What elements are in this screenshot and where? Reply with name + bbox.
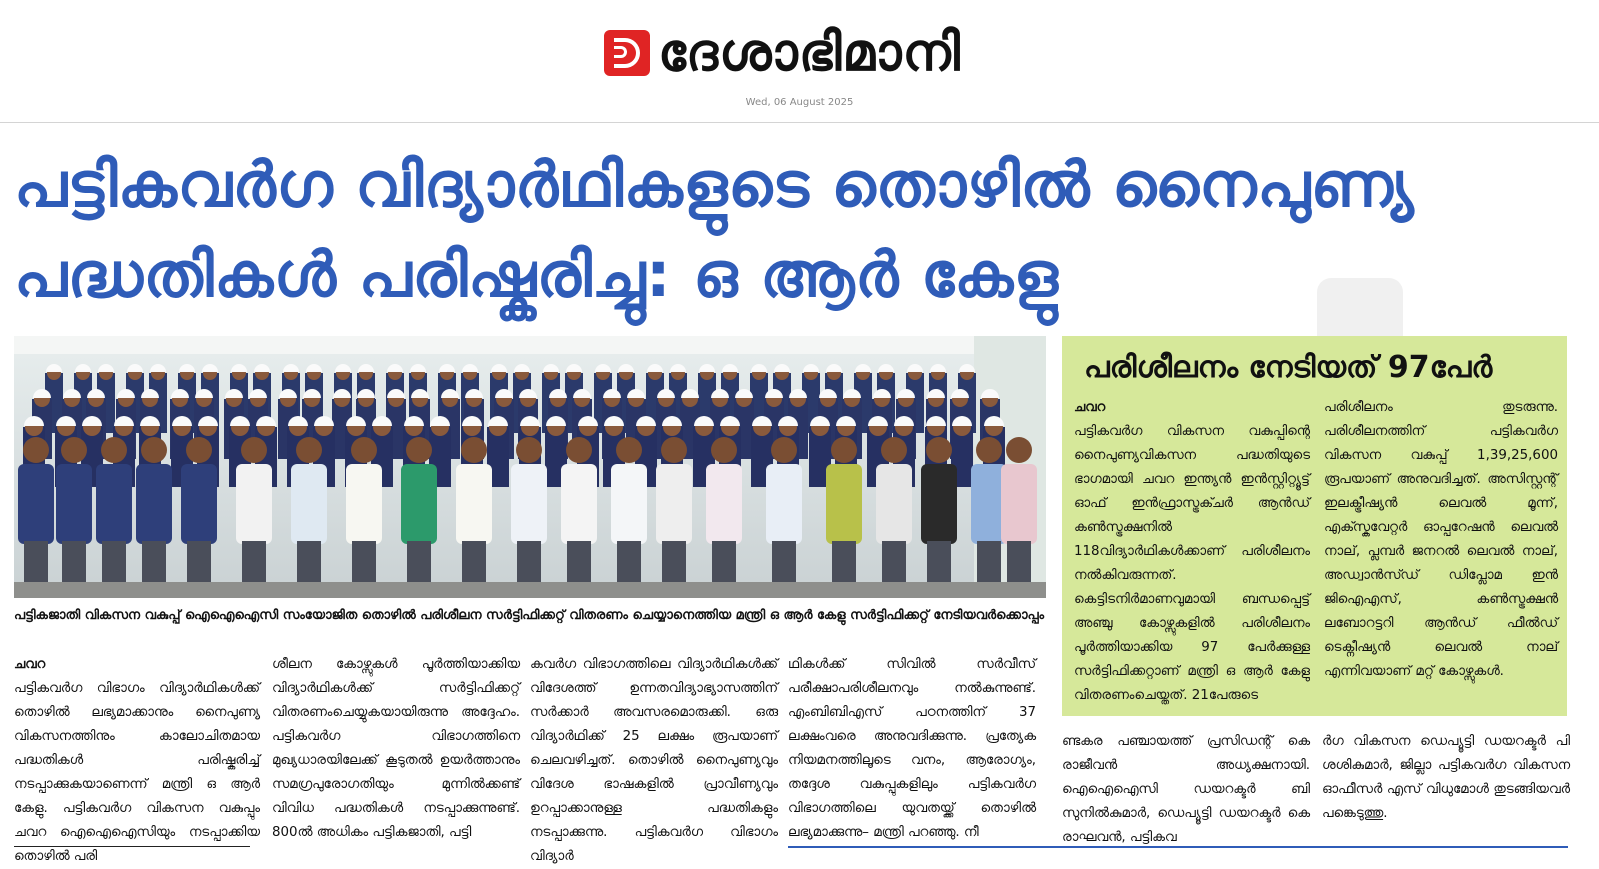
sidebar-column-2 <box>1324 396 1558 684</box>
article-photo <box>14 336 1046 598</box>
sidebar-text: പരിശീലനം തുടരുന്നു. പരിശീലനത്തിന് പട്ടികവർഗ വികസന വകുപ്പ് 1,39,25,600 രൂപയാണ് അനുവദിച്ചത്. അസിസ്റ്റന്റ് ഇലക്ട്രീഷ്യൻ ലെവൽ മൂന്ന്, എക്സ്കവേറ്റർ ഓപ്പറേഷൻ ലെവൽ നാല്, പ്ലമ്പർ ജനറൽ ലെവൽ നാല്, അഡ്വാൻസ്ഡ് ഡിപ്ലോമ ഇൻ ജിഐഎസ്, കൺസ്ട്രക്ഷൻ ലബോറട്ടറി ആൻഡ് ഫീൽഡ് ടെക്നീഷ്യൻ ലെവൽ നാല് എന്നിവയാണ് മറ്റ് കോഴ്സുകൾ. <box>1324 400 1558 679</box>
article-text: ർഗ വികസന ഡെപ്യൂട്ടി ഡയറക്ടർ പി ശശികുമാർ, ജില്ലാ പട്ടികവർഗ വികസന ഓഫീസർ എസ് വിധുമോൾ തുടങ്ങിയവർ പങ്കെടുത്തു. <box>1322 734 1570 821</box>
article-headline: പട്ടികവർഗ വിദ്യാർഥികളുടെ തൊഴിൽ നൈപുണ്യ പദ്ധതികൾ പരിഷ്കരിച്ചു: ഒ ആർ കേളു <box>14 148 1415 311</box>
article-dateline: ചവറ <box>14 657 46 672</box>
photo-caption: പട്ടികജാതി വികസന വകുപ്പ് ഐഐഐസി സംയോജിത തൊഴിൽ പരിശീലന സർട്ടിഫിക്കറ്റ് വിതരണം ചെയ്യാനെത്തിയ മന്ത്രി ഒ ആർ കേളു സർട്ടിഫിക്കറ്റ് നേടിയവർക്കൊപ്പം <box>14 608 1045 623</box>
article-text: ഥികൾക്ക് സിവിൽ സർവീസ് പരീക്ഷാപരിശീലനവും നൽകുന്നുണ്ട്. എംബിബിഎസ് പഠനത്തിന് 37 ലക്ഷംവരെ അനുവദിക്കുന്നു. പ്രത്യേക നിയമനത്തിലൂടെ വനം, ആരോഗ്യം, തദ്ദേശ വകുപ്പുകളിലും പട്ടികവർഗ വിഭാഗത്തിലെ യുവതയ്ക്ക് തൊഴിൽ ലഭ്യമാക്കുന്നു– മന്ത്രി പറഞ്ഞു. നീ <box>788 657 1036 840</box>
article-column-2 <box>272 653 520 845</box>
sidebar-dateline: ചവറ <box>1074 400 1106 415</box>
article-column-6 <box>1322 730 1570 826</box>
article-text: കവർഗ വിഭാഗത്തിലെ വിദ്യാർഥികൾക്ക് വിദേശത്ത് ഉന്നതവിദ്യാഭ്യാസത്തിന് സർക്കാർ അവസരമൊരുക്കി. ഒരു വിദ്യാർഥിക്ക് 25 ലക്ഷം രൂപയാണ് ചെലവഴിച്ചത്. തൊഴിൽ നൈപുണ്യവും വിദേശ ഭാഷകളിൽ പ്രാവീണ്യവും ഉറപ്പാക്കാനുള്ള പദ്ധതികളും നടപ്പാക്കുന്നു. പട്ടികവർഗ വിഭാഗം വിദ്യാർ <box>530 657 778 864</box>
sidebar-box <box>1062 336 1567 716</box>
article-column-3 <box>530 653 778 869</box>
article-column-5 <box>1062 730 1310 850</box>
masthead <box>0 0 1599 122</box>
site-logo[interactable] <box>604 22 961 84</box>
section-divider <box>788 846 1568 848</box>
column-divider <box>14 846 250 847</box>
logo-text: ദേശാഭിമാനി <box>658 23 961 83</box>
group-photo-illustration <box>14 336 1046 598</box>
sidebar-title: പരിശീലനം നേടിയത് 97പേർ <box>1084 350 1493 385</box>
logo-mark-icon <box>604 30 650 76</box>
article-column-4 <box>788 653 1036 845</box>
publication-date: Wed, 06 August 2025 <box>745 97 854 108</box>
article-column-1 <box>14 653 260 869</box>
header-divider <box>0 122 1599 123</box>
article-text: ണ്ടകര പഞ്ചായത്ത് പ്രസിഡന്റ് കെ രാജീവൻ അധ്യക്ഷനായി. ഐഐഐസി ഡയറക്ടർ ബി സുനിൽകുമാർ, ഡെപ്യൂട്ടി ഡയറക്ടർ കെ രാഘവൻ, പട്ടികവ <box>1062 734 1310 845</box>
article-text: ശീലന കോഴ്സുകൾ പൂർത്തിയാക്കിയ വിദ്യാർഥികൾക്ക് സർട്ടിഫിക്കറ്റ് വിതരണംചെയ്യുകയായിരുന്നു അദ്ദേഹം. പട്ടികവർഗ വിഭാഗത്തിനെ മുഖ്യധാരയിലേക്ക് കൂടുതൽ ഉയർത്താനും സമഗ്രപുരോഗതിയും മുന്നിൽക്കണ്ട് വിവിധ പദ്ധതികൾ നടപ്പാക്കുന്നുണ്ട്. 800ൽ അധികം പട്ടികജാതി, പട്ടി <box>272 657 520 840</box>
article-text: പട്ടികവർഗ വിഭാഗം വിദ്യാർഥികൾക്ക് തൊഴിൽ ലഭ്യമാക്കാനും നൈപുണ്യ വികസനത്തിനും കാലോചിതമായ പദ്ധതികൾ പരിഷ്കരിച്ച് നടപ്പാക്കുകയാണെന്ന് മന്ത്രി ഒ ആർ കേളു. പട്ടികവർഗ വികസന വകുപ്പും ചവറ ഐഐഐസിയും നടപ്പാക്കിയ തൊഴിൽ പരി <box>14 681 260 864</box>
sidebar-column-1 <box>1074 396 1310 708</box>
sidebar-text: പട്ടികവർഗ വികസന വകുപ്പിന്റെ നൈപുണ്യവികസന പദ്ധതിയുടെ ഭാഗമായി ചവറ ഇന്ത്യൻ ഇൻസ്റ്റിറ്റ്യൂട്ട് ഓഫ് ഇൻഫ്രാസ്ട്രക്ചർ ആൻഡ് കൺസ്ട്രക്ഷനിൽ 118വിദ്യാർഥികൾക്കാണ് പരിശീലനം നൽകിവരുന്നത്. കെട്ടിടനിർമാണവുമായി ബന്ധപ്പെട്ട് അഞ്ചു കോഴ്സുകളിൽ പരിശീലനം പൂർത്തിയാക്കിയ 97 പേർക്കുള്ള സർട്ടിഫിക്കറ്റാണ് മന്ത്രി ഒ ആർ കേളു വിതരണംചെയ്തത്. 21പേരുടെ <box>1074 424 1310 703</box>
